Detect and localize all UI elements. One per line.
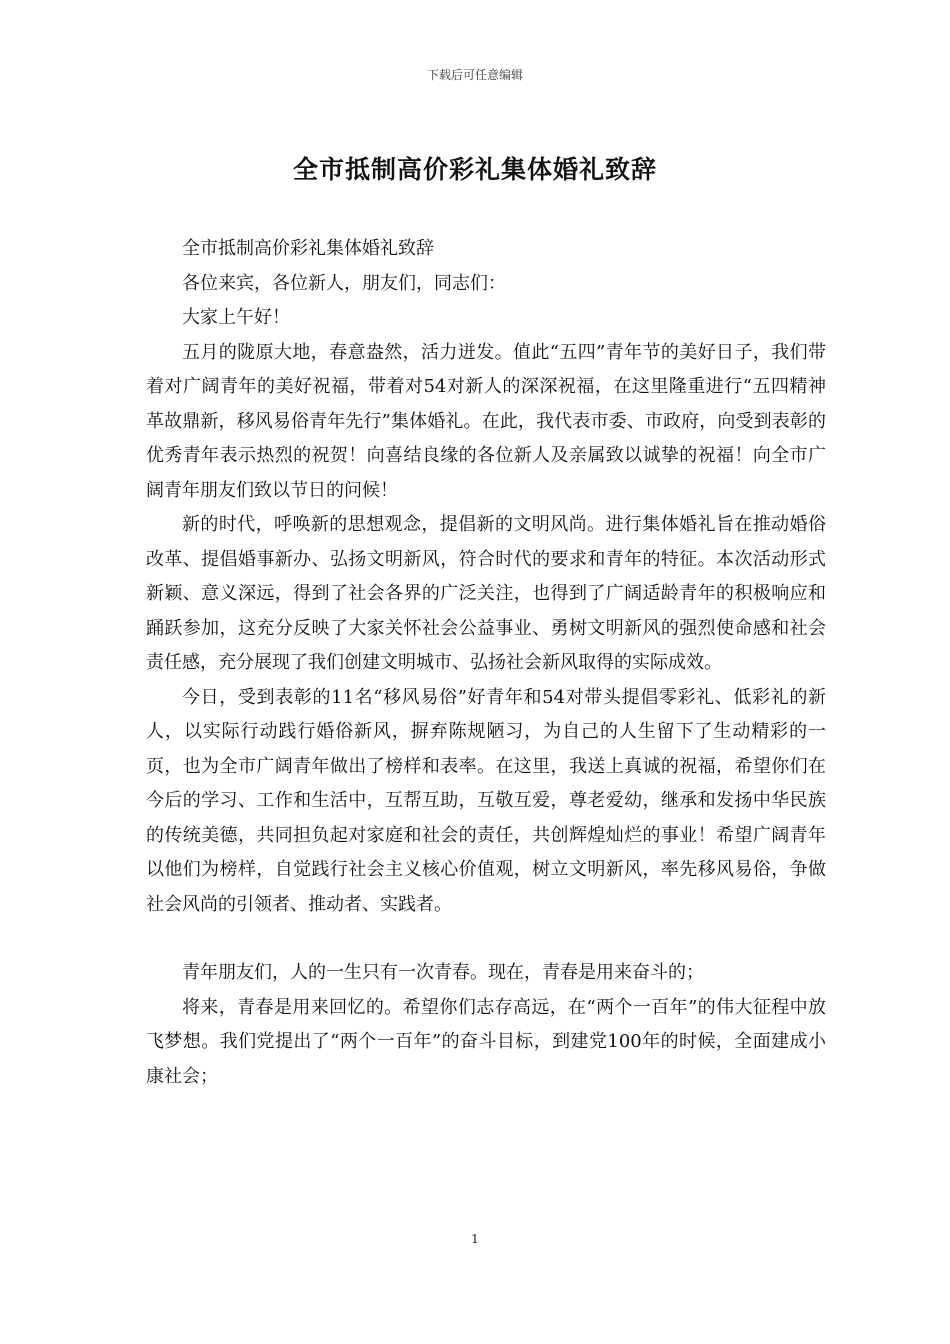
document-body <box>146 232 826 1094</box>
page-number: 1 <box>471 1232 479 1246</box>
paragraph-salutation: 各位来宾，各位新人，朋友们，同志们： <box>182 272 506 294</box>
paragraph-heading: 全市抵制高价彩礼集体婚礼致辞 <box>182 238 434 259</box>
paragraph-future: 将来，青春是用来回忆的。希望你们志存高远，在“两个一百年”的伟大征程中放飞梦想。我们党提出了“两个一百年”的奋斗目标，到建党100年的时候，全面建成小康社会； <box>146 996 826 1087</box>
paragraph-new-era: 新的时代，呼唤新的思想观念，提倡新的文明风尚。进行集体婚礼旨在推动婚俗改革、提倡婚事新办、弘扬文明新风，符合时代的要求和青年的特征。本次活动形式新颖、意义深远，得到了社会各界的广泛关注，也得到了广阔适龄青年的积极响应和踊跃参加，这充分反映了大家关怀社会公益事业、勇树文明新风的强烈使命感和社会责任感，充分展现了我们创建文明城市、弘扬社会新风取得的实际成效。 <box>146 514 826 673</box>
paragraph-spacer <box>146 922 826 956</box>
paragraph-youth: 青年朋友们，人的一生只有一次青春。现在，青春是用来奋斗的； <box>182 962 704 983</box>
paragraph-greeting: 大家上午好！ <box>182 307 290 328</box>
paragraph-today: 今日，受到表彰的11名“移风易俗”好青年和54对带头提倡零彩礼、低彩礼的新人，以实际行动践行婚俗新风，摒弃陈规陋习，为自己的人生留下了生动精彩的一页，也为全市广阔青年做出了榜样和表率。在这里，我送上真诚的祝福，希望你们在今后的学习、工作和生活中，互帮互助，互敬互爱，尊老爱幼，继承和发扬中华民族的传统美德，共同担负起对家庭和社会的责任，共创辉煌灿烂的事业！希望广阔青年以他们为榜样，自觉践行社会主义核心价值观，树立文明新风，率先移风易俗，争做社会风尚的引领者、推动者、实践者。 <box>146 686 826 915</box>
header-note: 下载后可任意编辑 <box>426 68 523 82</box>
paragraph-opening: 五月的陇原大地，春意盎然，活力迸发。值此“五四”青年节的美好日子，我们带着对广阔青年的美好祝福，带着对54对新人的深深祝福，在这里隆重进行“五四精神革故鼎新，移风易俗青年先行”集体婚礼。在此，我代表市委、市政府，向受到表彰的优秀青年表示热烈的祝贺！向喜结良缘的各位新人及亲属致以诚挚的祝福！向全市广阔青年朋友们致以节日的问候！ <box>146 341 826 501</box>
document-title: 全市抵制高价彩礼集体婚礼致辞 <box>292 155 657 184</box>
